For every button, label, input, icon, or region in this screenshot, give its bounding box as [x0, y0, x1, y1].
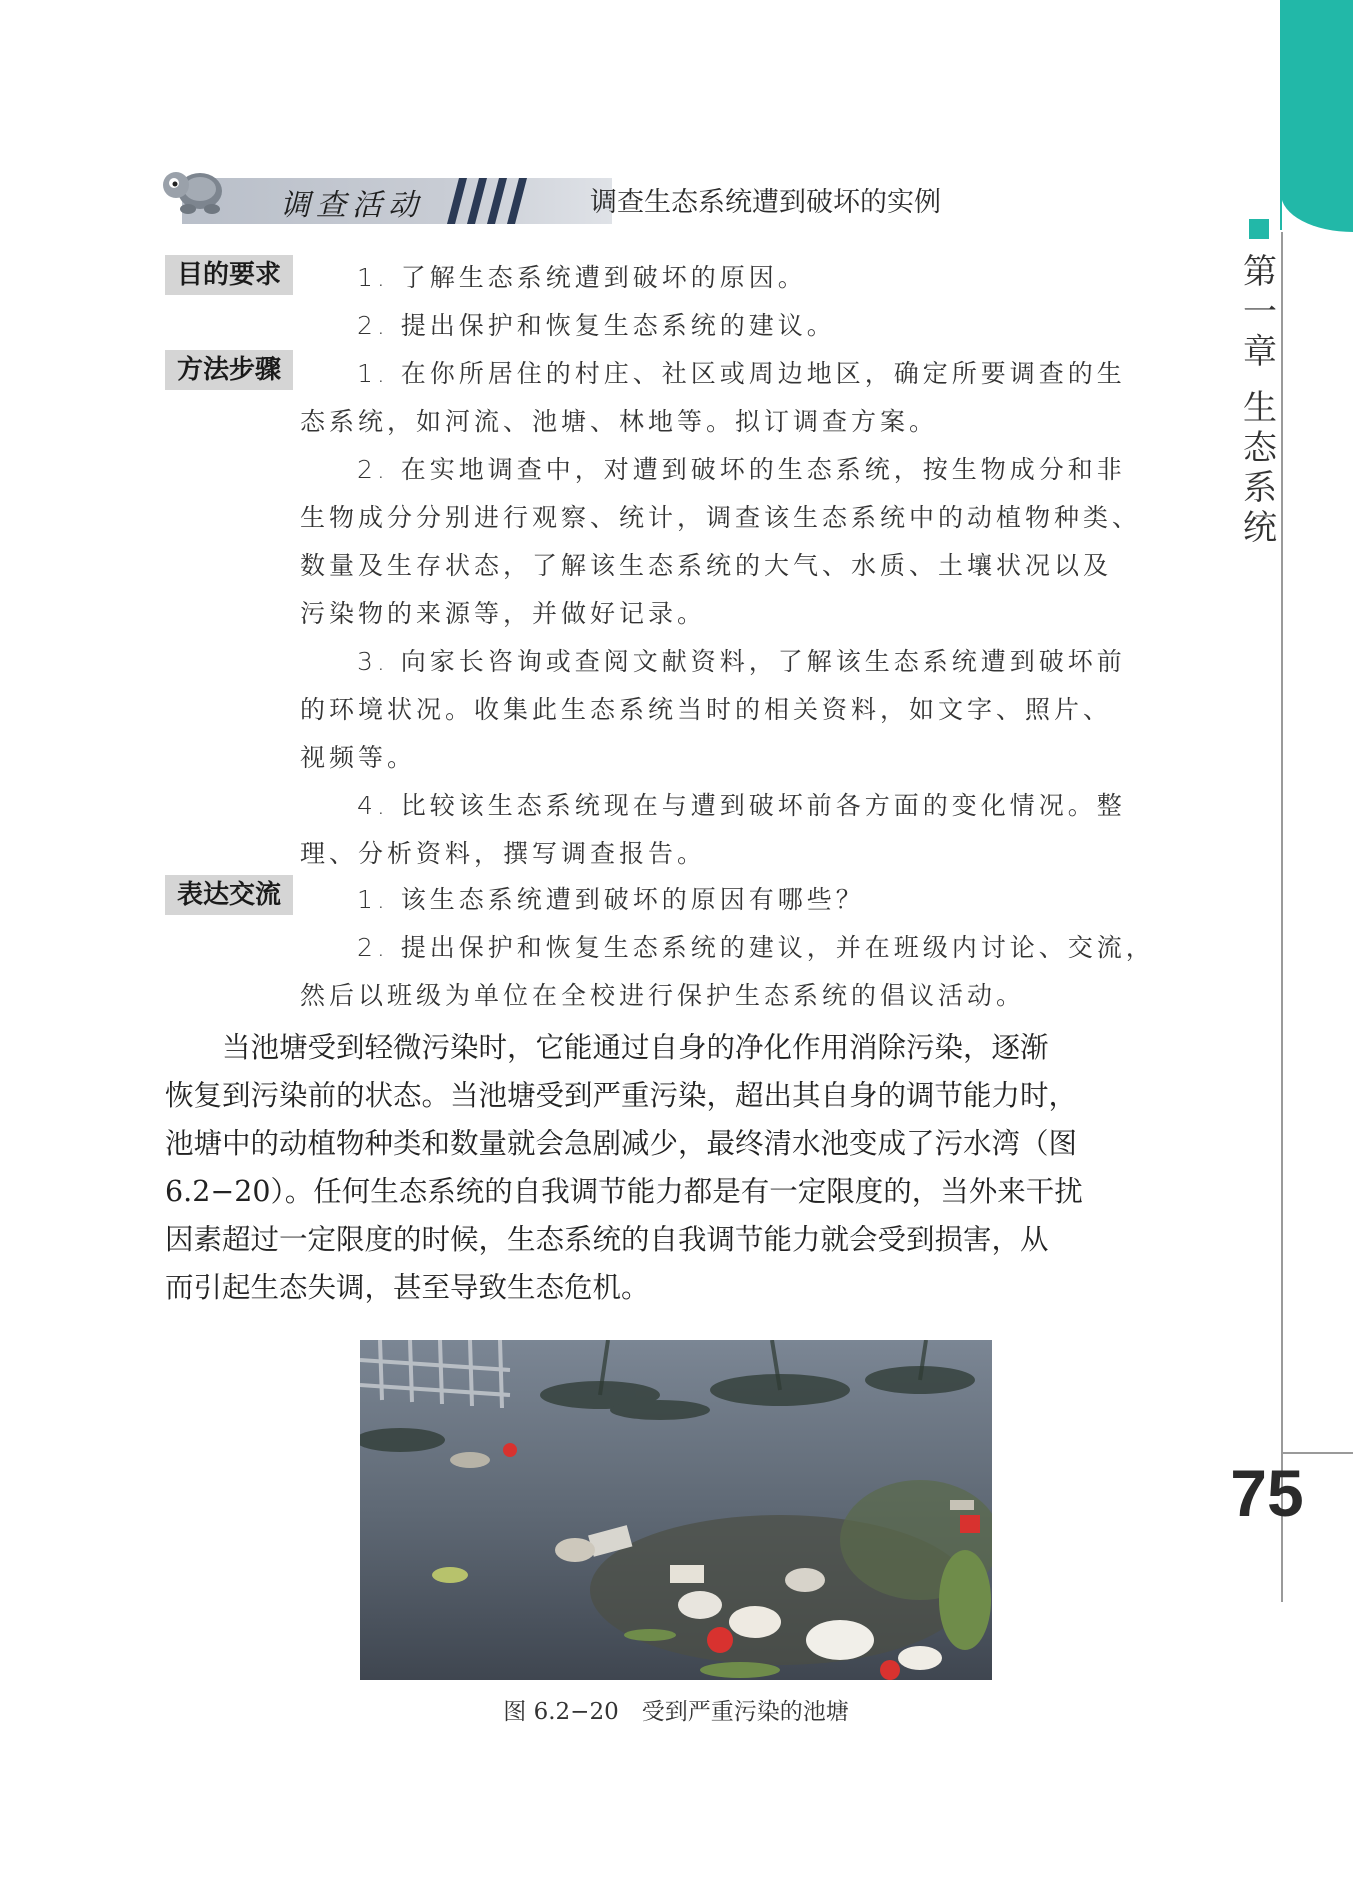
page-number-rule	[1281, 1452, 1353, 1454]
paragraph-line: 6.2−20）。任何生态系统的自我调节能力都是有一定限度的，当外来干扰	[165, 1175, 1083, 1208]
slash-stripes	[445, 178, 545, 224]
polluted-pond-photo	[360, 1340, 992, 1680]
chapter-tab-band	[1281, 0, 1353, 232]
activity-header	[160, 160, 1060, 230]
activity-line: 4. 比较该生态系统现在与遭到破坏前各方面的变化情况。整	[357, 791, 1126, 820]
paragraph-line: 因素超过一定限度的时候，生态系统的自我调节能力就会受到损害，从	[165, 1223, 1049, 1256]
paragraph-line: 恢复到污染前的状态。当池塘受到严重污染，超出其自身的调节能力时，	[165, 1079, 1078, 1112]
chapter-char: 态	[1243, 428, 1277, 468]
activity-line: 3. 向家长咨询或查阅文献资料，了解该生态系统遭到破坏前	[357, 647, 1126, 676]
activity-line: 生物成分分别进行观察、统计，调查该生态系统中的动植物种类、	[300, 503, 1142, 532]
chapter-char: 第	[1243, 252, 1277, 292]
turtle-mascot-icon	[160, 163, 226, 219]
figure-caption: 图 6.2−20 受到严重污染的池塘	[503, 1699, 849, 1725]
paragraph-line: 而引起生态失调，甚至导致生态危机。	[165, 1271, 650, 1304]
chapter-char: 系	[1243, 468, 1277, 508]
activity-line: 污染物的来源等，并做好记录。	[300, 599, 707, 628]
margin-line-top	[1280, 0, 1282, 230]
body-paragraph	[165, 1024, 1125, 1312]
pond-photo-icon	[360, 1340, 992, 1680]
paragraph-line: 池塘中的动植物种类和数量就会急剧减少，最终清水池变成了污水湾（图	[165, 1127, 1078, 1160]
activity-line: 理、分析资料，撰写调查报告。	[300, 839, 707, 868]
page-number: 75	[1230, 1456, 1304, 1530]
paragraph-line: 当池塘受到轻微污染时，它能通过自身的净化作用消除污染，逐渐	[222, 1031, 1049, 1064]
activity-line: 1. 在你所居住的村庄、社区或周边地区，确定所要调查的生	[357, 359, 1126, 388]
activity-line: 2. 提出保护和恢复生态系统的建议。	[357, 311, 836, 340]
activity-title: 调查活动	[280, 188, 424, 223]
chapter-char: 生	[1243, 388, 1277, 428]
activity-line: 然后以班级为单位在全校进行保护生态系统的倡议活动。	[300, 981, 1026, 1010]
activity-line: 1. 了解生态系统遭到破坏的原因。	[357, 263, 807, 292]
activity-line: 的环境状况。收集此生态系统当时的相关资料，如文字、照片、	[300, 695, 1113, 724]
activity-line: 数量及生存状态，了解该生态系统的大气、水质、土壤状况以及	[300, 551, 1113, 580]
activity-line: 视频等。	[300, 743, 417, 772]
chapter-char: 一	[1243, 292, 1277, 332]
activity-line: 2. 提出保护和恢复生态系统的建议，并在班级内讨论、交流，	[357, 933, 1155, 962]
activity-line: 1. 该生态系统遭到破坏的原因有哪些？	[357, 885, 865, 914]
chapter-char: 统	[1243, 508, 1277, 548]
section-tag-exchange: 表达交流	[165, 875, 293, 915]
activity-line: 态系统，如河流、池塘、林地等。拟订调查方案。	[300, 407, 939, 436]
chapter-char: 章	[1243, 332, 1277, 372]
section-tag-purpose: 目的要求	[165, 255, 293, 295]
activity-subtitle: 调查生态系统遭到破坏的实例	[590, 187, 941, 218]
chapter-label	[1238, 252, 1282, 548]
activity-line: 2. 在实地调查中，对遭到破坏的生态系统，按生物成分和非	[357, 455, 1126, 484]
chapter-marker-icon	[1249, 219, 1269, 239]
section-tag-method: 方法步骤	[165, 350, 293, 390]
